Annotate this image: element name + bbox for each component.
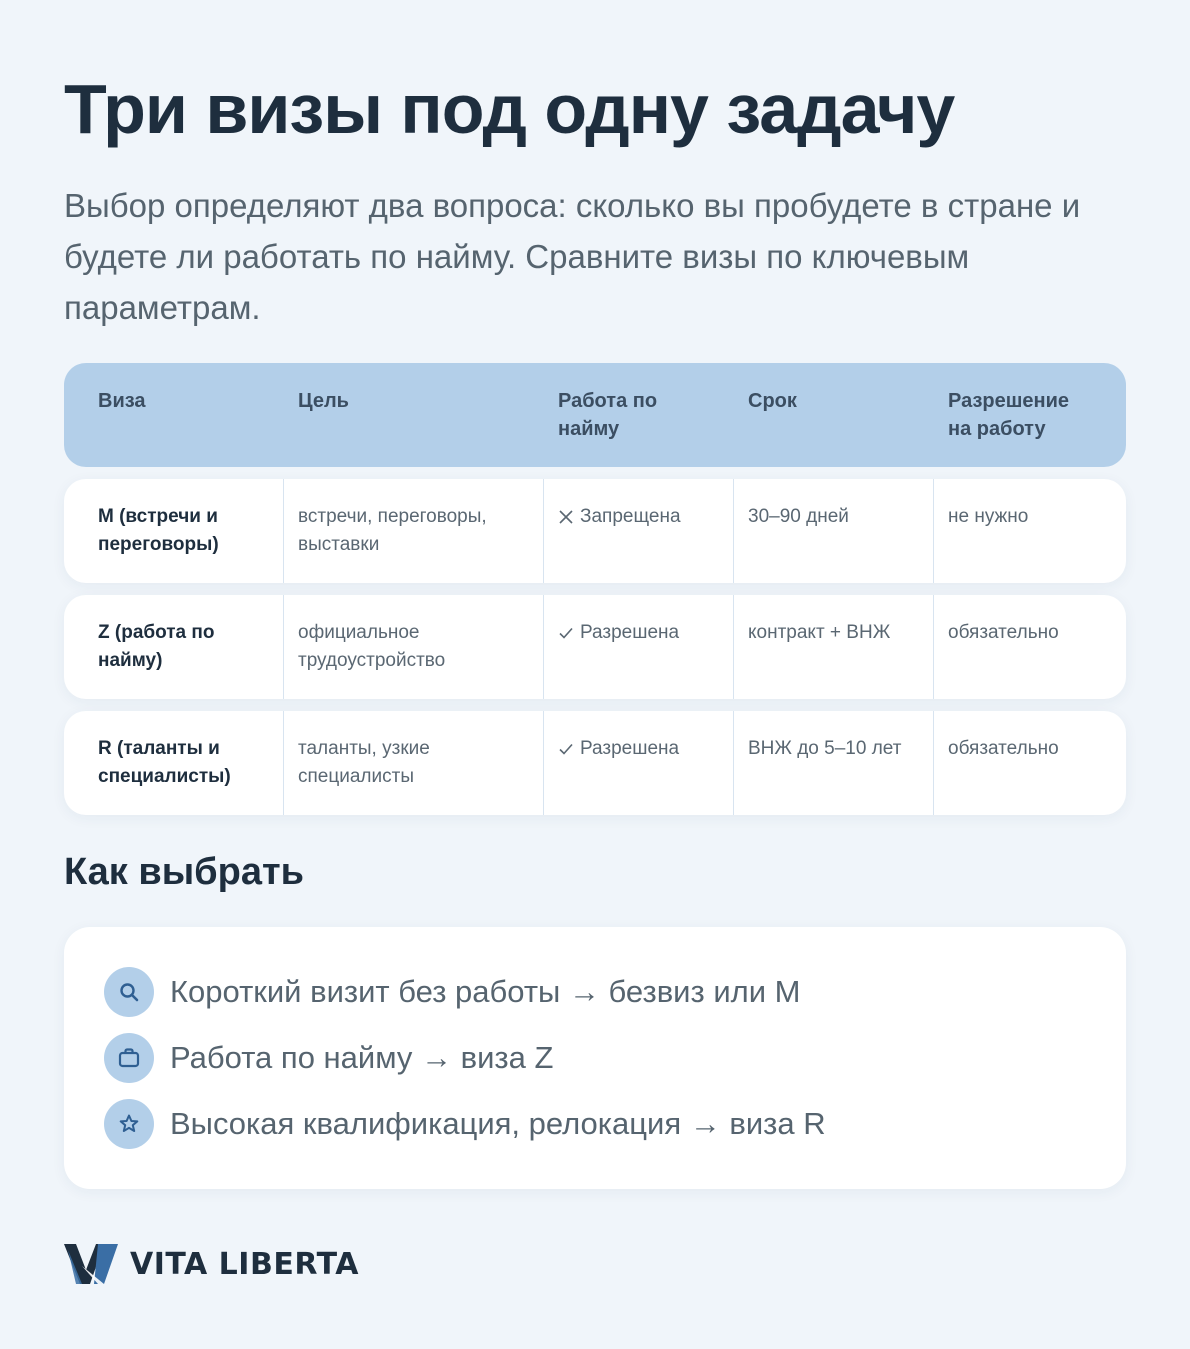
header-term: Срок <box>748 390 797 412</box>
table-row <box>64 595 1126 699</box>
visa-name: M (встречи и переговоры) <box>98 506 219 555</box>
work-status <box>558 735 679 763</box>
visa-term: ВНЖ до 5–10 лет <box>748 738 902 759</box>
visa-name: Z (работа по найму) <box>98 622 215 671</box>
table-row <box>64 479 1126 583</box>
star-icon <box>104 1099 154 1149</box>
choose-item-text: Высокая квалификация, релокация → виза R <box>170 1106 826 1141</box>
visa-goal: таланты, узкие специалисты <box>298 738 430 787</box>
intro-text: Выбор определяют два вопроса: сколько вы пробудете в стране и будете ли работать по найму. Сравните визы по ключевым параметрам. <box>64 187 1081 326</box>
work-status-label: Разрешена <box>580 622 680 643</box>
page-title: Три визы под одну задачу <box>64 70 955 148</box>
section-title: Как выбрать <box>64 851 304 893</box>
header-visa: Виза <box>98 390 146 412</box>
visa-goal: официальное трудоустройство <box>298 622 446 671</box>
work-status <box>558 619 679 647</box>
choose-item <box>104 967 800 1017</box>
briefcase-icon <box>104 1033 154 1083</box>
work-permit: не нужно <box>948 506 1029 527</box>
header-work: Работа по найму <box>558 390 658 440</box>
choose-item <box>104 1033 553 1083</box>
table-header <box>64 363 1126 467</box>
work-status-label: Запрещена <box>580 506 681 527</box>
visa-term: контракт + ВНЖ <box>748 622 891 643</box>
header-permit: Разрешение на работу <box>948 390 1070 440</box>
work-status <box>558 503 681 531</box>
brand-logo <box>64 1244 359 1284</box>
check-icon <box>558 741 574 757</box>
search-icon <box>104 967 154 1017</box>
visa-name: R (таланты и специалисты) <box>98 738 231 787</box>
work-permit: обязательно <box>948 622 1059 643</box>
vita-liberta-logo-icon <box>64 1244 118 1284</box>
visa-goal: встречи, переговоры, выставки <box>298 506 487 555</box>
brand-name: VITA LIBERTA <box>130 1246 359 1282</box>
check-icon <box>558 625 574 641</box>
work-status-label: Разрешена <box>580 738 680 759</box>
table-row <box>64 711 1126 815</box>
choose-item-text: Короткий визит без работы → безвиз или M <box>170 974 801 1009</box>
cross-icon <box>558 509 574 525</box>
choose-item-text: Работа по найму → виза Z <box>170 1040 554 1075</box>
visa-term: 30–90 дней <box>748 506 849 527</box>
choose-card <box>64 927 1126 1189</box>
header-goal: Цель <box>298 390 349 412</box>
choose-item <box>104 1099 826 1149</box>
work-permit: обязательно <box>948 738 1059 759</box>
